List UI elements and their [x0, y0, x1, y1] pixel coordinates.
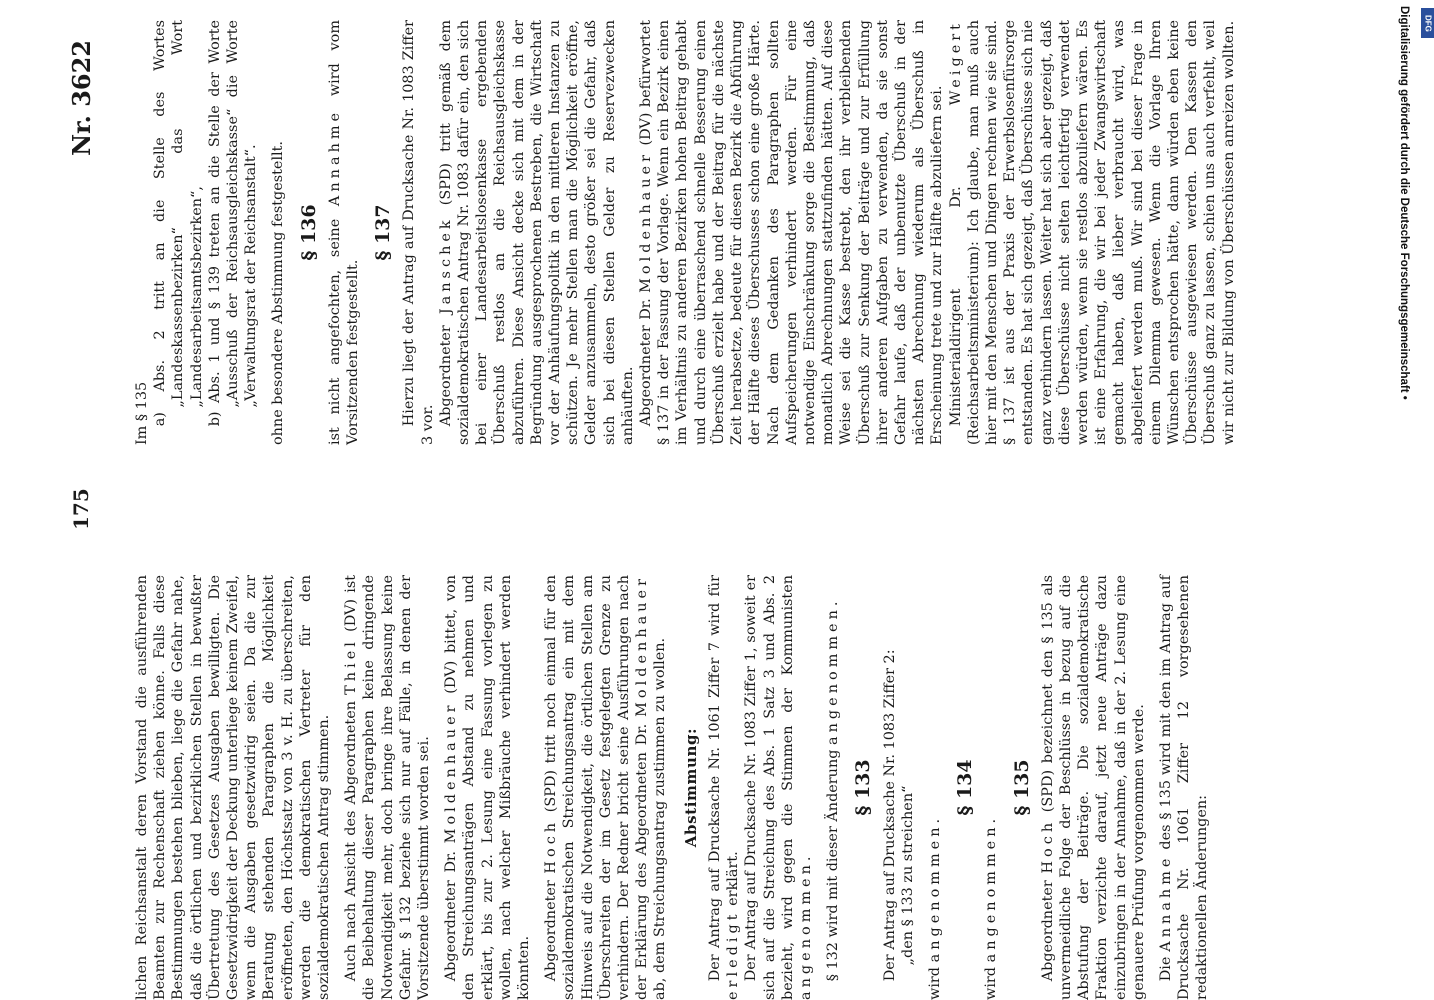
digitization-caption: Digitalisierung gefördert durch die Deutsche Forschungsgemeinschaft •	[1398, 6, 1410, 400]
left-column	[133, 575, 1212, 1000]
vote-heading: Abstimmung:	[681, 727, 700, 848]
paragraph: Der Antrag auf Drucksache Nr. 1061 Ziffer 7 wird für erledigt erklärt.	[706, 575, 742, 1000]
paragraph: Die Annahme des § 135 wird mit den im Antrag auf Drucksache Nr. 1061 Ziffer 12 vorgesehenen redaktionellen Änderungen:	[1157, 575, 1211, 1000]
quote: „den § 133 zu streichen“	[899, 785, 916, 966]
rotated-page	[65, 0, 1365, 1000]
dfg-logo: DFG	[1421, 8, 1434, 38]
paragraph: ist nicht angefochten, seine Annahme wird vom Vorsitzenden festgestellt.	[326, 20, 362, 445]
paragraph: wird angenommen.	[983, 818, 1000, 1000]
section-heading-133: § 133	[852, 759, 875, 816]
page-header	[65, 0, 125, 1000]
paragraph: lichen Reichsanstalt deren Vorstand die ausführenden Beamten zur Rechenschaft ziehen könne. Falls diese Bestimmungen bestehen blieben, liege die Gefahr nahe, daß die örtlichen und bezirklichen Stellen in bewußter Übertretung des Gesetzes Ausgaben bewilligten. Die Gesetzwidrigkeit der Deckung unterliege keinem Zweifel, wenn die Ausgaben gesetzwidrig seien. Da die zur Beratung stehenden Paragraphen die Möglichkeit eröffneten, den Höchstsatz von 3 v. H. zu überschreiten, werden die demokratischen Vertreter für den sozialdemokratischen Antrag stimmen.	[134, 575, 333, 1000]
paragraph: Abgeordneter Hoch (SPD) bezeichnet den § 135 als unvermeidliche Folge der Beschlüsse in bezug auf die Abstufung der Beiträge. Die sozialdemokratische Fraktion verzichte darauf, jetzt neue Anträge dazu einzubringen in der Annahme, daß in der 2. Lesung eine genauere Prüfung vorgenommen werde.	[1039, 575, 1147, 1000]
paragraph: Auch nach Ansicht des Abgeordneten Thiel (DV) ist die Beibehaltung dieser Paragraphen keine dringende Notwendigkeit mehr, doch bringe ihre Belassung keine Gefahr. § 132 beziehe sich nur auf Fälle, in denen der Vorsitzende überstimmt worden sei.	[343, 575, 433, 1000]
section-heading-134: § 134	[954, 759, 977, 816]
section-heading-137: § 137	[372, 204, 395, 261]
paragraph: wird angenommen.	[926, 818, 943, 1000]
paragraph: Der Antrag auf Drucksache Nr. 1083 Ziffer 1, soweit er sich auf die Streichung des Abs. 1 Satz 3 und Abs. 2 bezieht, wird gegen die Stimmen der Kommunisten angenommen.	[743, 575, 814, 1000]
list-item: b) Abs. 1 und § 139 treten an die Stelle der Worte „Ausschuß der Reichsausgleichskasse“ die Worte „Verwaltungsrat der Reichsanstalt“.	[206, 20, 260, 427]
paragraph: Abgeordneter Dr. Moldenhauer (DV) befürwortet § 137 in der Fassung der Vorlage. Wenn ein Bezirk einen im Verhältnis zu anderen Bezirken hohen Beitrag gehabt und durch eine überraschend schnelle Besserung einen Überschuß erzielt habe und der Beitrag für die nächste Zeit herabsetze, bedeute für diesen Bezirk die Abführung der Hälfte dieses Überschusses schon eine große Härte. Nach dem Gedanken des Paragraphen sollten Aufspeicherungen verhindert werden. Für eine notwendige Einschränkung sorge die Bestimmung, daß monatlich Abrechnungen stattzufinden hätten. Auf diese Weise sei die Kasse bestrebt, den ihr verbleibenden Überschuß zur Senkung der Beiträge und zur Erfüllung ihrer anderen Aufgaben zu verwenden, da sie sonst Gefahr laufe, daß der unbenutzte Überschuß in der nächsten Abrechnung wiederum als Überschuß in Erscheinung trete und zur Hälfte abzuliefern sei.	[638, 20, 946, 445]
paragraph: Im § 135	[134, 381, 150, 445]
paragraph: ohne besondere Abstimmung festgestellt.	[270, 140, 287, 445]
paragraph: § 132 wird mit dieser Änderung angenommen.	[825, 601, 842, 982]
page-number: 175	[69, 488, 93, 530]
paragraph: Hierzu liegt der Antrag auf Drucksache Nr. 1083 Ziffer 3 vor.	[401, 20, 436, 445]
paragraph: Abgeordneter Dr. Moldenhauer (DV) bittet, von den Streichungsanträgen Abstand zu nehmen und erklärt, bis zur 2. Lesung eine Fassung vorlegen zu wollen, nach welcher Mißbräuche verhindert werden könnten.	[443, 575, 533, 1000]
paragraph: Der Antrag auf Drucksache Nr. 1083 Ziffer 2:	[881, 649, 898, 982]
document-number: Nr. 3622	[67, 40, 96, 156]
paragraph: Ministerialdirigent Dr. Weigert (Reichsarbeitsministerium): Ich glaube, man muß auch hier mit den Menschen und Dingen rechnen wie sie sind. § 137 ist aus der Praxis der Erwerbslosenfürsorge entstanden. Es hat sich gezeigt, daß Überschüsse sich nie ganz verhindern lassen. Weiter hat sich aber gezeigt, daß diese Überschüsse nicht selten leichtfertig verwendet werden würden, wenn sie restlos abzuliefern wären. Es ist eine Erfahrung, die wir bei jeder Zwangswirtschaft gemacht haben, daß lieber verbraucht wird, was abgeliefert werden muß. Wir sind bei dieser Frage in einem Dilemma gewesen. Wenn die Vorlage Ihren Wünschen entsprochen hätte, dann würden eben keine Überschüsse ausgewiesen werden. Den Kassen den Überschuß ganz zu lassen, schien uns auch verfehlt, weil wir nicht zur Bildung von Überschüssen anreizen wollten.	[947, 20, 1237, 445]
list-item: a) Abs. 2 tritt an die Stelle des Wortes „Landeskassenbezirken“ das Wort „Landesarbeitsamtsbezirken“,	[152, 20, 205, 427]
paragraph: Abgeordneter Janschek (SPD) tritt gemäß dem sozialdemokratischen Antrag Nr. 1083 dafür ein, den sich bei einer Landesarbeitslosenkasse ergebenden Überschuß restlos an die Reichsausgleichskasse abzuführen. Diese Ansicht decke sich mit dem in der Begründung ausgesprochenen Bestreben, die Wirtschaft vor der Anhäufungspolitik in den mittleren Instanzen zu schützen. Je mehr Stellen man die Möglichkeit eröffne, Gelder anzusammeln, desto größer sei die Gefahr, daß sich bei diesen Stellen Gelder zu Reservezwecken anhäuften.	[437, 20, 636, 445]
section-heading-136: § 136	[297, 204, 320, 261]
section-heading-135: § 135	[1010, 759, 1033, 816]
right-column	[133, 20, 1238, 445]
paragraph: Abgeordneter Hoch (SPD) tritt noch einmal für den sozialdemokratischen Streichungsantrag ein mit dem Hinweis auf die Notwendigkeit, die örtlichen Stellen am Überschreiten der im Gesetz festgelegten Grenze zu verhindern. Der Redner bricht seine Ausführungen nach der Erklärung des Abgeordneten Dr. Moldenhauer ab, dem Streichungsantrag zustimmen zu wollen.	[543, 575, 669, 1000]
